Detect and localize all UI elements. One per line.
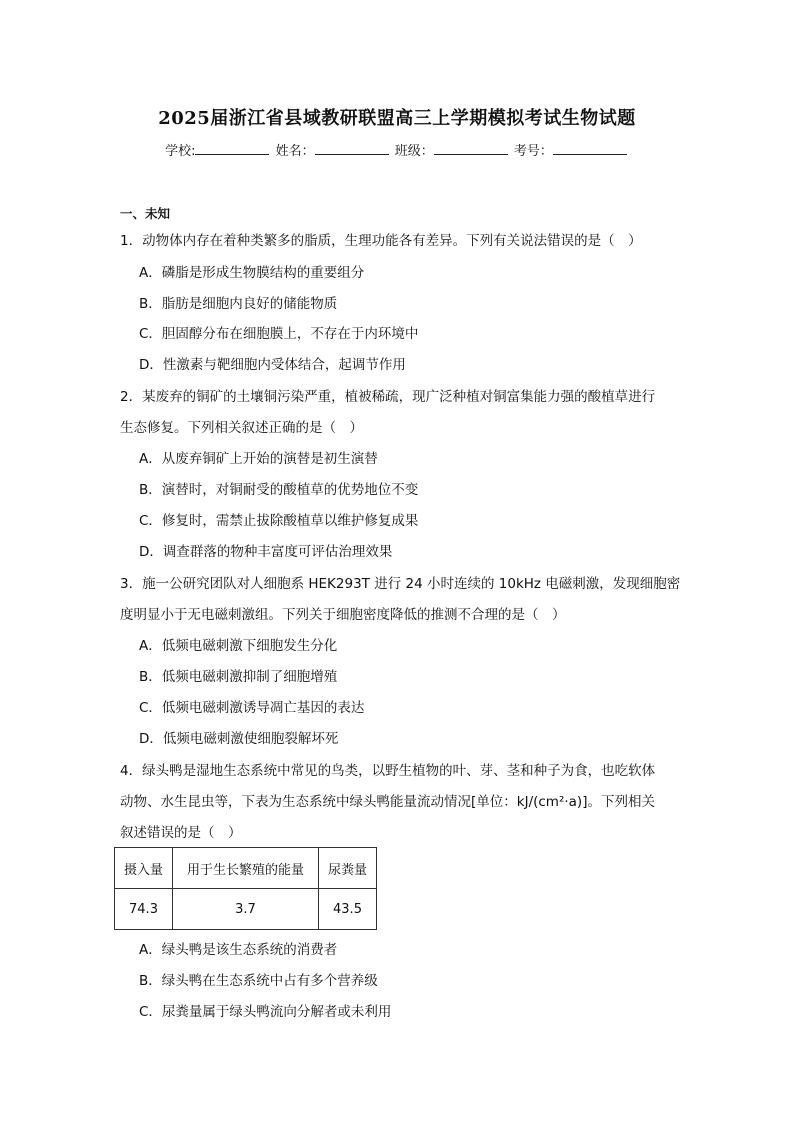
question-1-option-b: B．脂肪是细胞内良好的储能物质 [139,296,338,312]
question-4-option-b: B．绿头鸭在生态系统中占有多个营养级 [139,973,378,989]
question-4-option-a: A．绿头鸭是该生态系统的消费者 [139,942,338,958]
energy-flow-table [114,847,377,930]
question-1-option-a: A．磷脂是形成生物膜结构的重要组分 [139,265,365,281]
question-4-stem-line-1: 4．绿头鸭是湿地生态系统中常见的鸟类，以野生植物的叶、芽、茎和种子为食，也吃软体 [120,763,656,779]
question-3-option-c: C．低频电磁刺激诱导凋亡基因的表达 [139,700,365,716]
question-4-stem-line-2: 动物、水生昆虫等，下表为生态系统中绿头鸭能量流动情况[单位：kJ/(cm²·a)]。下列相关 [120,794,655,810]
school-blank[interactable] [195,142,269,155]
student-info-line [0,140,794,159]
question-3-option-d: D．低频电磁刺激使细胞裂解坏死 [139,731,339,747]
question-2-option-a: A．从废弃铜矿上开始的演替是初生演替 [139,451,378,467]
table-header-cell: 尿粪量 [319,848,377,889]
question-3-stem-line-1: 3．施一公研究团队对人细胞系 HEK293T 进行 24 小时连续的 10kHz 电磁刺激，发现细胞密 [120,576,681,592]
number-blank[interactable] [553,142,627,155]
question-2-option-b: B．演替时，对铜耐受的酸植草的优势地位不变 [139,482,419,498]
question-1-stem: 1．动物体内存在着种类繁多的脂质，生理功能各有差异。下列有关说法错误的是（ ） [120,233,642,249]
question-1-option-c: C．胆固醇分布在细胞膜上，不存在于内环境中 [139,326,419,342]
table-header-cell: 用于生长繁殖的能量 [173,848,319,889]
number-label: 考号： [513,144,553,159]
exam-title: 2025届浙江省县域教研联盟高三上学期模拟考试生物试题 [158,108,636,129]
question-2-option-d: D．调查群落的物种丰富度可评估治理效果 [139,544,393,560]
question-2-option-c: C．修复时，需禁止拔除酸植草以维护修复成果 [139,513,419,529]
table-header-row [115,848,377,889]
table-header-cell: 摄入量 [115,848,173,889]
class-blank[interactable] [434,142,508,155]
table-cell: 74.3 [115,889,173,930]
table-cell: 43.5 [319,889,377,930]
section-heading: 一、未知 [120,206,171,221]
name-label: 姓名： [275,144,315,159]
name-blank[interactable] [315,142,389,155]
question-3-option-a: A．低频电磁刺激下细胞发生分化 [139,638,338,654]
table-row [115,889,377,930]
table-cell: 3.7 [173,889,319,930]
question-4-stem-line-3: 叙述错误的是（ ） [120,825,242,841]
question-3-stem-line-2: 度明显小于无电磁刺激组。下列关于细胞密度降低的推测不合理的是（ ） [120,607,566,623]
school-label: 学校: [165,144,196,159]
question-2-stem-line-2: 生态修复。下列相关叙述正确的是（ ） [120,420,363,436]
question-1-option-d: D．性激素与靶细胞内受体结合，起调节作用 [139,357,406,373]
question-3-option-b: B．低频电磁刺激抑制了细胞增殖 [139,669,338,685]
class-label: 班级： [394,144,434,159]
question-4-option-c: C．尿粪量属于绿头鸭流向分解者或未利用 [139,1004,392,1020]
question-2-stem-line-1: 2．某废弃的铜矿的土壤铜污染严重，植被稀疏，现广泛种植对铜富集能力强的酸植草进行 [120,389,656,405]
